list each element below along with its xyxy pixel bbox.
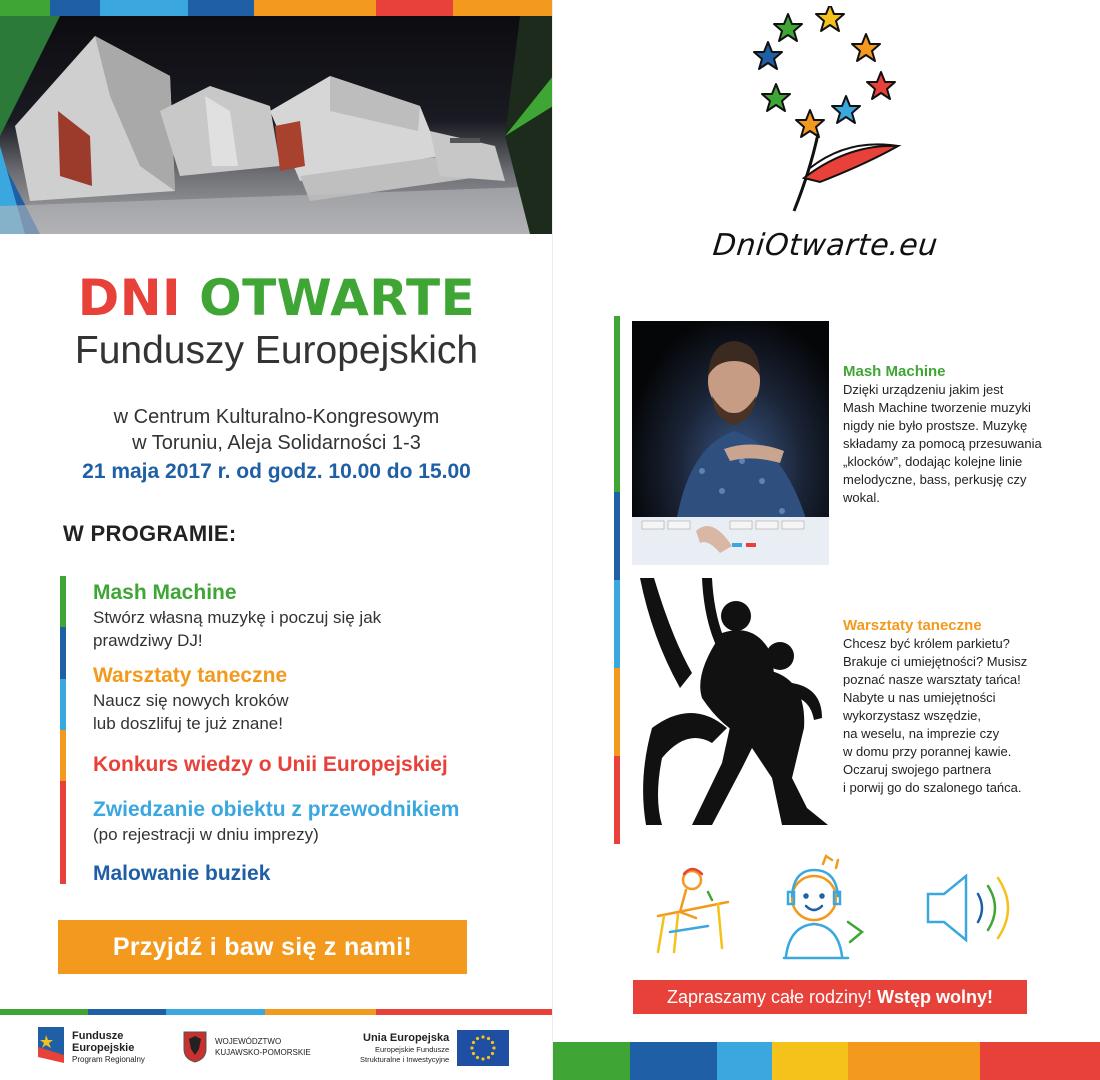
fe-logo-text: Europejskie <box>72 1042 135 1054</box>
right-panel <box>553 0 1100 1080</box>
coat-of-arms-icon <box>183 1031 207 1063</box>
mash-machine-description <box>843 362 1042 507</box>
program-item-title: Warsztaty taneczne <box>93 664 288 687</box>
dj-illustration <box>632 321 829 565</box>
description-line: nigdy nie było prostsze. Muzykę <box>843 418 1028 433</box>
right-bottom-color-stripe <box>553 1042 1100 1080</box>
program-item-tour <box>93 797 459 846</box>
venue <box>0 404 553 456</box>
brand-logotype: DniOtwarte.eu <box>711 228 940 263</box>
cta-banner: Przyjdź i baw się z nami! <box>58 920 467 974</box>
description-line: składamy za pomocą przesuwania <box>843 436 1042 451</box>
speaker-icon <box>928 876 1008 940</box>
dance-description <box>843 616 1027 797</box>
bottom-color-stripe <box>0 1009 553 1015</box>
description-line: poznać nasze warsztaty tańca! <box>843 672 1021 687</box>
logo-wojewodztwo <box>183 1031 311 1063</box>
logo-unia-europejska <box>360 1030 509 1066</box>
description-line: Mash Machine tworzenie muzyki <box>843 400 1031 415</box>
event-title <box>0 270 553 326</box>
top-color-stripe <box>0 0 553 16</box>
event-title-block <box>0 270 553 374</box>
program-item-desc: Naucz się nowych kroków <box>93 691 289 710</box>
description-line: „klocków”, dodając kolejne linie <box>843 454 1023 469</box>
banner-regular-text: Zapraszamy całe rodziny! <box>666 986 873 1007</box>
program-item-desc: Stwórz własną muzykę i poczuj się jak <box>93 608 382 627</box>
description-line: na weselu, na imprezie czy <box>843 726 1000 741</box>
description-line: Brakuje ci umiejętności? Musisz <box>843 654 1028 669</box>
program-item-desc: lub doszlifuj te już znane! <box>93 714 283 733</box>
headphones-person-icon <box>784 856 862 958</box>
event-subtitle: Funduszy Europejskich <box>74 329 479 372</box>
stars-logo-icon <box>748 6 928 216</box>
right-color-bar <box>614 316 620 844</box>
woj-logo-text: WOJEWÓDZTWO <box>215 1037 282 1046</box>
venue-line-1: w Centrum Kulturalno-Kongresowym <box>113 406 440 428</box>
dance-photo <box>632 578 829 825</box>
program-item-title: Malowanie buziek <box>93 862 271 885</box>
program-item-face-painting <box>93 861 270 887</box>
ue-logo-subtext: Europejskie Fundusze <box>375 1045 450 1054</box>
building-photo <box>0 16 553 234</box>
mash-machine-photo <box>632 321 829 565</box>
dancers-silhouette <box>632 578 829 825</box>
program-item-quiz <box>93 752 448 778</box>
description-line: w domu przy porannej kawie. <box>843 744 1012 759</box>
program-color-bar <box>60 576 66 884</box>
event-date: 21 maja 2017 r. od godz. 10.00 do 15.00 <box>82 460 471 483</box>
description-line: Nabyte u nas umiejętności <box>843 690 996 705</box>
ue-logo-text: Unia Europejska <box>363 1032 450 1044</box>
woj-logo-text: KUJAWSKO-POMORSKIE <box>215 1048 311 1057</box>
banner-bold-text: Wstęp wolny! <box>877 986 994 1007</box>
description-line: wokal. <box>843 490 880 505</box>
program-item-title: Zwiedzanie obiektu z przewodnikiem <box>93 798 460 821</box>
building-illustration <box>0 16 553 234</box>
fe-logo-subtext: Program Regionalny <box>72 1055 145 1064</box>
venue-line-2: w Toruniu, Aleja Solidarności 1-3 <box>132 432 421 454</box>
fe-logo-text: Fundusze <box>72 1030 124 1042</box>
dance-title: Warsztaty taneczne <box>843 617 982 634</box>
title-word-dni: DNI <box>77 269 182 327</box>
eu-flag-icon <box>457 1030 509 1066</box>
title-word-otwarte: OTWARTE <box>199 269 476 327</box>
description-line: Oczaruj swojego partnera <box>843 762 992 777</box>
dj-desk-icon <box>658 869 728 952</box>
program-item-title: Mash Machine <box>93 581 237 604</box>
description-line: Dzięki urządzeniu jakim jest <box>843 382 1004 397</box>
fe-logo-icon <box>38 1027 64 1069</box>
ue-logo-subtext: Strukturalne i Inwestycyjne <box>360 1055 450 1064</box>
description-line: wykorzystasz wszędzie, <box>843 708 981 723</box>
mash-machine-title: Mash Machine <box>843 363 946 380</box>
activity-icons <box>648 852 1028 962</box>
description-line: melodyczne, bass, perkusję czy <box>843 472 1027 487</box>
description-line: i porwij go do szalonego tańca. <box>843 780 1022 795</box>
program-item-mash-machine <box>93 580 381 652</box>
family-invite-banner <box>633 980 1027 1014</box>
program-heading: W PROGRAMIE: <box>63 521 237 546</box>
description-line: Chcesz być królem parkietu? <box>843 636 1010 651</box>
program-item-dance <box>93 663 289 735</box>
program-item-desc: prawdziwy DJ! <box>93 631 203 650</box>
program-item-desc: (po rejestracji w dniu imprezy) <box>93 825 319 844</box>
logo-fundusze-europejskie <box>38 1027 145 1069</box>
program-item-title: Konkurs wiedzy o Unii Europejskiej <box>93 753 448 776</box>
